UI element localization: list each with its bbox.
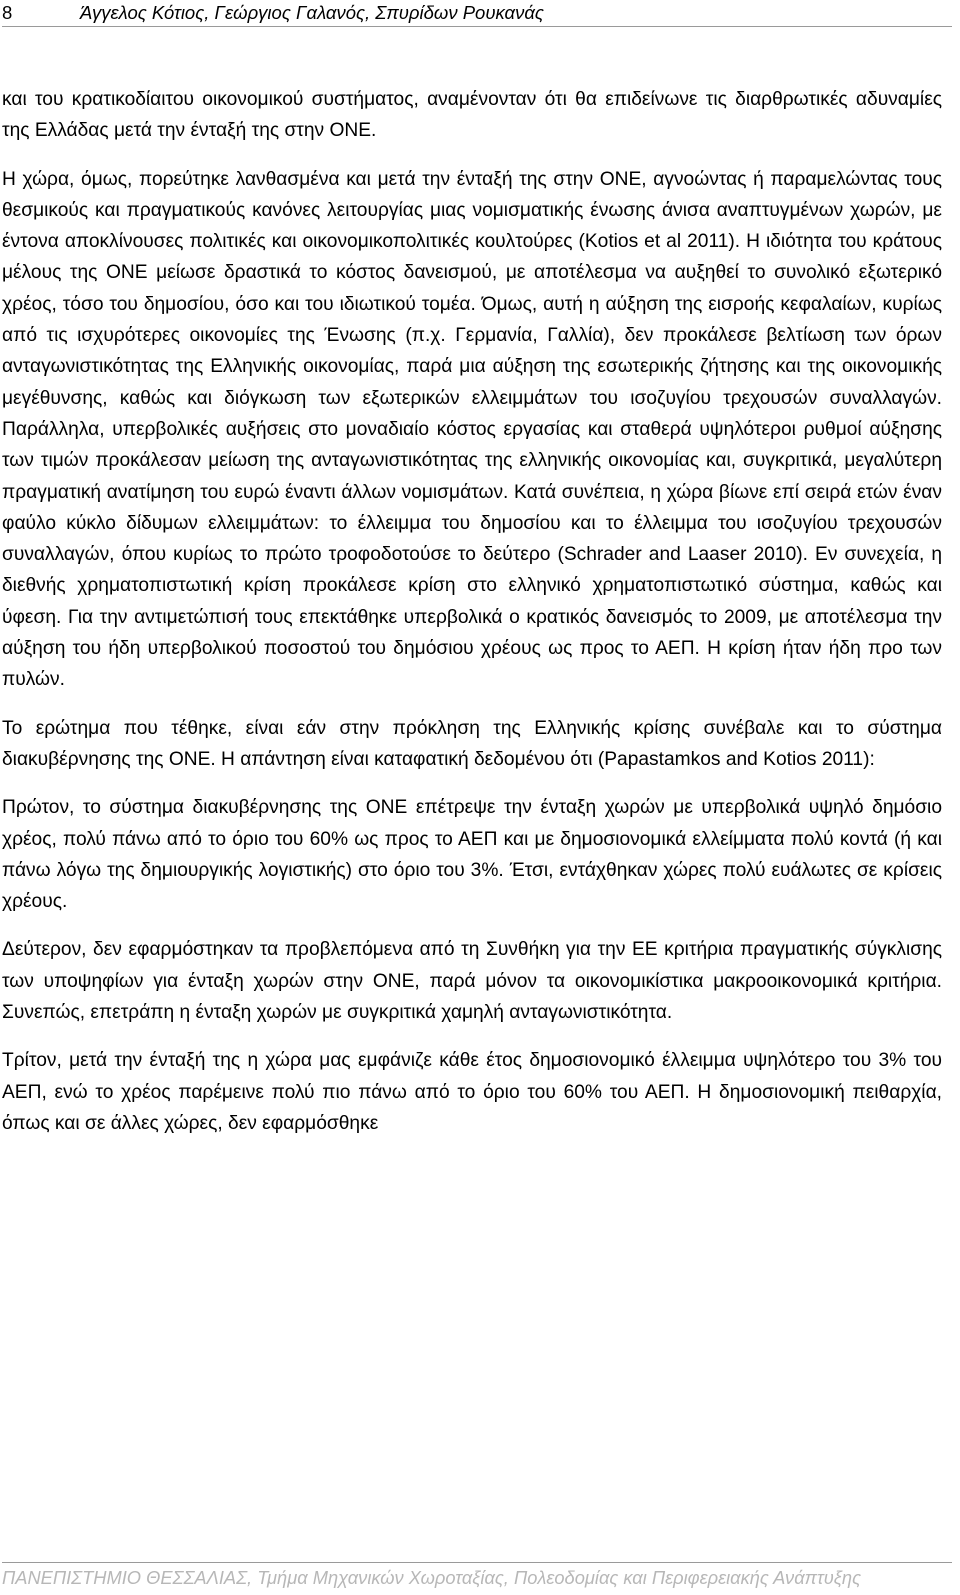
paragraph: Δεύτερον, δεν εφαρμόστηκαν τα προβλεπόμενα από τη Συνθήκη για την ΕΕ κριτήρια πραγματικής σύγκλισης των υποψηφίων για ένταξη χωρών στην ΟΝΕ, παρά μόνον τα οικονομικίστικα μακροοικονομικά κριτήρια. Συνεπώς, επετράπη η ένταξη χωρών με συγκριτικά χαμηλή ανταγωνιστικότητα. [2,939,942,1024]
page-header [2,2,952,27]
page-footer: ΠΑΝΕΠΙΣΤΗΜΙΟ ΘΕΣΣΑΛΙΑΣ, Τμήμα Μηχανικών Χωροταξίας, Πολεοδομίας και Περιφερειακής Ανάπτυξης [2,1562,952,1590]
paragraph: Τρίτον, μετά την ένταξή της η χώρα μας εμφάνιζε κάθε έτος δημοσιονομικό έλλειμμα υψηλότερο του 3% του ΑΕΠ, ενώ το χρέος παρέμεινε πολύ πιο πάνω από το όριο του 60% του ΑΕΠ. Η δημοσιονομική πειθαρχία, όπως και σε άλλες χώρες, δεν εφαρμόσθηκε [2,1050,942,1134]
paragraph: Πρώτον, το σύστημα διακυβέρνησης της ΟΝΕ επέτρεψε την ένταξη χωρών με υπερβολικά υψηλό δημόσιο χρέος, πολύ πάνω από το όριο του 60% ως προς το ΑΕΠ και με δημοσιονομικά ελλείμματα πολύ κοντά (ή και πάνω λόγω της δημιουργικής λογιστικής) στο όριο του 3%. Έτσι, εντάχθηκαν χώρες πολύ ευάλωτες σε κρίσεις χρέους. [2,797,942,913]
paragraph: Η χώρα, όμως, πορεύτηκε λανθασμένα και μετά την ένταξή της στην ΟΝΕ, αγνοώντας ή παραμελώντας τους θεσμικούς και πραγματικούς κανόνες λειτουργίας μιας νομισματικής ένωσης άνισα αναπτυγμένων χωρών, με έντονα αποκλίνουσες πολιτικές και οικονομικοπολιτικές κουλτούρες (Kotios et al 2011). Η ιδιότητα του κράτους μέλους της ΟΝΕ μείωσε δραστικά το κόστος δανεισμού, με αποτέλεσμα να αυξηθεί το συνολικό εξωτερικό χρέος, τόσο του δημοσίου, όσο και του ιδιωτικού τομέα. Όμως, αυτή η αύξηση της εισροής κεφαλαίων, κυρίως από τις ισχυρότερες οικονομίες της Ένωσης (π.χ. Γερμανία, Γαλλία), δεν προκάλεσε βελτίωση των όρων ανταγωνιστικότητας της Ελληνικής οικονομίας, παρά μια αύξηση της εσωτερικής ζήτησης και της οικονομικής μεγέθυνσης, καθώς και διόγκωση των εξωτερικών ελλειμμάτων του ισοζυγίου τρεχουσών συναλλαγών. Παράλληλα, υπερβολικές αυξήσεις στο μοναδιαίο κόστος εργασίας και σταθερά υψηλότεροι ρυθμοί αύξησης των τιμών προκάλεσαν μείωση της ανταγωνιστικότητας της ελληνικής οικονομίας και, συγκριτικά, μεγαλύτερη πραγματική ανατίμηση του ευρώ έναντι άλλων νομισμάτων. Κατά συνέπεια, η χώρα βίωνε επί σειρά ετών έναν φαύλο κύκλο δίδυμων ελλειμμάτων: το έλλειμμα του δημοσίου και το έλλειμμα του ισοζυγίου τρεχουσών συναλλαγών, όπου κυρίως το πρώτο τροφοδοτούσε το δεύτερο (Schrader and Laaser 2010). Εν συνεχεία, η διεθνής χρηματοπιστωτική κρίση προκάλεσε κρίση στο ελληνικό χρηματοπιστωτικό σύστημα, καθώς και ύφεση. Για την αντιμετώπισή τους επεκτάθηκε υπερβολικά ο κρατικός δανεισμός το 2009, με αποτέλεσμα την αύξηση του ήδη υπερβολικού ποσοστού του δημόσιου χρέους ως προς το ΑΕΠ. Η κρίση ήταν ήδη προ των πυλών. [2,168,942,691]
paragraph: Το ερώτημα που τέθηκε, είναι εάν στην πρόκληση της Ελληνικής κρίσης συνέβαλε και το σύστημα διακυβέρνησης της ΟΝΕ. Η απάντηση είναι καταφατική δεδομένου ότι (Papastamkos and Kotios 2011): [2,717,942,770]
paragraph: και του κρατικοδίαιτου οικονομικού συστήματος, αναμένονταν ότι θα επιδείνωνε τις διαρθρωτικές αδυναμίες της Ελλάδας μετά την ένταξή της στην ΟΝΕ. [2,89,942,142]
body-text [2,84,942,1156]
running-head-authors: Άγγελος Κότιος, Γεώργιος Γαλανός, Σπυρίδων Ρουκανάς [80,2,544,23]
page-number: 8 [2,2,13,23]
